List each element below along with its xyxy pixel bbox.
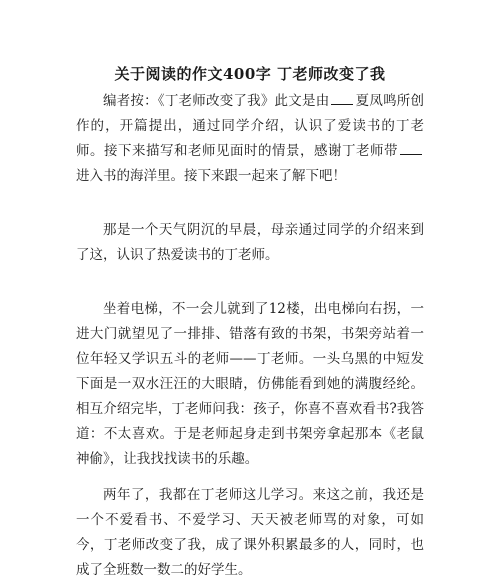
paragraph-text: 编者按：《丁老师改变了我》此文是由 (103, 93, 330, 109)
paragraph-text: 进入书的海洋里。接下来跟一起来了解下吧！ (76, 168, 346, 184)
paragraph-editor-note (76, 89, 424, 189)
paragraph-4: 两年了，我都在丁老师这儿学习。来这之前，我还是一个不爱看书、不爱学习、天天被老师骂的对象，可如今，丁老师改变了我，成了课外积累最多的人，同时，也成了全班数一数二的好学生。 (76, 487, 424, 578)
document-title: 关于阅读的作文400字 丁老师改变了我 (114, 65, 386, 83)
paragraph-2: 那是一个天气阴沉的早晨，母亲通过同学的介绍来到了这，认识了热爱读书的丁老师。 (76, 222, 424, 263)
blank-underline (331, 92, 353, 105)
blank-underline (400, 142, 422, 155)
paragraph-3: 坐着电梯，不一会儿就到了12楼，出电梯向右拐，一进大门就望见了一排排、错落有致的书架，书架旁站着一位年轻又学识五斗的老师——丁老师。一头乌黑的中短发下面是一双水汪汪的大眼睛，仿佛能看到她的满腹经纶。相互介绍完毕，丁老师问我：孩子，你喜不喜欢看书?我答道：不太喜欢。于是老师起身走到书架旁拿起那本《老鼠神偷》，让我找找读书的乐趣。 (76, 301, 424, 467)
paragraph-text: 夏凤鸣所创作的，开篇提出，通过同学介绍，认识了爱读书的丁老师。接下来描写和老师见面时的情景，感谢丁老师带 (76, 93, 425, 159)
